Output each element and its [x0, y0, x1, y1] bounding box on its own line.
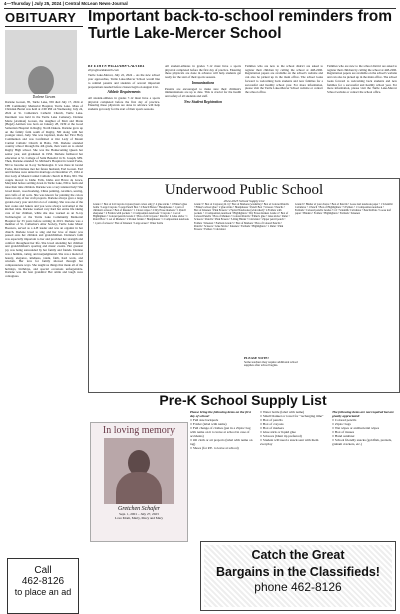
obituary-column: [5, 10, 83, 610]
prek-item: □ Full change of clothes (put in a Ziploc bag with name on it to leave at school in case of accidents): [190, 426, 251, 438]
article-byline-email: ethyn@nordaknorth.com: [88, 67, 119, 72]
memory-photo-body-shape: [116, 472, 162, 504]
article-intro: Turtle Lake-Mercer, July 22, 2024 – As the new school year approaches, Turtle Lake-Mercer School would like to remind parents and students of several important preparations needed before classes begin on August 21st.: [88, 73, 160, 89]
classifieds-ad: [200, 541, 396, 611]
supply-list-subtitle: 2024-2025 School Supply List: [223, 199, 265, 203]
supply-list-title: Underwood Public School: [164, 182, 324, 198]
prek-item: □ Box of markers: [260, 426, 284, 430]
prek-col3-intro: The following items are not required but are greatly appreciated:: [332, 410, 394, 418]
page-header: 4—Thursday | July 25, 2024 | Central McLean News-Journal: [4, 1, 128, 6]
closing-text: Families who are new to the school district are asked to register their children by calling the school at 448-2260. Registration papers are available on the school's website and can also be picked up in the main office. The school looks forward to welcoming back students and new families for a successful and healthy school year. For more information, please visit the Turtle Lake-Mercer School website or contact the school office.: [327, 65, 397, 94]
please-note-body: Some teachers may require additional school supplies after school begins.: [244, 359, 298, 368]
registration-subhead: New Student Registration: [184, 99, 222, 104]
memory-heading: In loving memory: [102, 425, 176, 436]
supply-col-grades-1-2: Grade 1 • Box of 24 Crayola crayons (basic colors only) • 4 glue sticks • 1 Elmer's glue bottle • Large Crayons • Large Pencil Box • 2 Pencil Boxes • Headphones • 1 pair of children's scissors • Box of Kleenex • 1 Clorox wipes • 2 Dry Erase markers • 1 Pencil sharpener • 2 Folders with pockets • 1 Composition notebook • Crayons • 1 set of Highlighters • Colored pencils Grade 2 • Box of 24 Crayons • Pencils • 4 Glue sticks • 1 Pencil Box • 1 set of Markers • 2 Pocket folders • Headphones • 1 Composition notebook • 1 pair of scissors • Box of Kleenex • Large eraser • Water bottle: [93, 203, 189, 225]
article-column-1: [88, 65, 160, 175]
article-column-4: [327, 65, 397, 175]
prek-item: □ Ziploc bags: [332, 422, 351, 426]
obituary-section-title: OBITUARY: [5, 10, 83, 27]
classifieds-line-1: Catch the Great: [251, 548, 345, 562]
ad-call-label: Call: [34, 565, 52, 576]
memory-name: Gretchen Schafer: [118, 506, 160, 512]
supply-col-grades-3-5: Grade 3 • Box of Crayons (24 ct) • Box of Markers (washable) • Box of Colored Pencils • Elmer's school glue • 2 glue sticks • Headphones • Pencil Box • Scissors • Pencils • Box of Kleenex • Pink Erasers • 2 Spiral Notebooks (wide ruled) • 4 Folders with pockets • 1 Composition notebook • Highlighters • Dry Erase markers Grade 4 • Box of Colored Pencils • Box of Markers • Colored Pencils • Elmer's glue • Glue sticks • Ruler • Scissors • Pencils • Pink Erasers • 3-Ring Binder • Calculator • Zipper pencil pouch • Folders • Kleenex • Earbuds Grade 5 • Box of Markers • Box of Colored Pencils • Pencils • Scissors • Glue Sticks • Kleenex • Earbuds • Highlighters • 1 Ruler • Pink Erasers • Folders • Calculator: [194, 203, 290, 231]
obituary-body: Darlene Gowen, 85, Turtle Lake, ND died July 17, 2024 at CHI Community Memorial Hospital, Turtle Lake. Mass of Christian Burial was held at 2:00 PM on Wednesday, July 24, 2024 at St. Catherine's Catholic Church, Turtle Lake. Interment was held in the Turtle Lake Cemetery. Darlene Marie (Axtman) Gowen, the daughter of Matt and Marie (Hegel) Axtman was born on January 28, 1939 at the Good Samaritan Hospital in Rugby, North Dakota. Darlene grew up on the family farm south of Rugby, ND along with her younger sister, Judy. She was baptized, made her First Holy Communion and was Confirmed at Our Lady of Mount Carmel Catholic Church in Balta, ND. Darlene attended country school through the 4th grade, then went on to attend Rugby High school. She was the Homecoming Queen her senior year, and graduated in 1956. Darlene furthered her education at St. College of Saint Benedict in St. Joseph, MN. Then, Darlene attended St. Michael's Hospital in Grand Forks, ND to become an X-ray Technologist. It was there in Grand Forks, that Darlene met her future husband, Earl Gowen. Earl and Darlene were united in marriage on December 27, 1961 at Our Lady of Mount Carmel Catholic church in Balta, ND. The couple moved to Idaho Falls, Idaho and Havre de Grace, Maryland before settling down in Turtle Lake, ND to farm and raise their nine children. Darlene was a very talented lady! She loved music, woodworking, China painting, ceramics, sewing, and crafts of all sorts. She was known for painting the colors fiesta on any of her craft projects. Darlene always gave a large garden every year and did a lot of canning. She was one of the best cooks and bakers and you were always welcomed at the kitchen table. Darlene worked very hard her entire life taking care of her children, while she also worked as an X-ray Technologist at the Turtle Lake Community Memorial Hospital for 33 years before retiring in 2013. Darlene was a member of St. Catherine's Altar Society, Turtle Lake Music Boosters, served as a 4-H leader and was an organist in her church. Darlene loved to sing and her love of music was passed onto her children and grandchildren. Darlene's faith was especially important to her and provided her strength and comfort throughout her life. She loved attending her children and grandchildren's sporting and music events. Her greatest joy was being surrounded by her family and friends. Darlene was a humble, caring, and nonjudgmental. She was a model of beauty, elegance, kindness, talent, faith, hard work, and wisdom. Her love for family showed through her compassionate ways. She taught us things that made all of the holidays, birthdays, and special occasions unforgettable. Darlene was the best grandma! Her smile and laugh were contagious.: [5, 101, 83, 279]
prek-item: □ Student will need a snack sent with them everyday: [260, 438, 319, 446]
prek-item: □ Box of crayons: [260, 422, 284, 426]
prek-item: □ Small blanket or towel for "recharging time": [260, 414, 324, 418]
prek-item: □ Hand sanitizer: [332, 434, 355, 438]
prek-item: □ Shoes (for P.E. to leave at school): [190, 446, 239, 450]
ad-place-label: to place an ad: [14, 587, 72, 597]
memory-message: Love Mom, Marty, Macy and Mary: [114, 516, 164, 520]
prek-item: □ Box of tissues: [332, 430, 355, 434]
article-column-3: [245, 65, 323, 175]
immunizations-text: Parents are encouraged to make sure their children's immunizations are up to date. This is crucial for the health and safety of all students and staff.: [165, 86, 241, 98]
ad-phone-number: 462-8126: [21, 576, 65, 587]
prek-item: □ School friendly snacks (goldfish, pretzels, graham crackers, etc.): [332, 438, 392, 446]
prek-item: □ Colored pencils: [332, 418, 357, 422]
prek-item: □ Scissors (blunt tip preferred): [260, 434, 302, 438]
athletic-subhead: Athletic Requirements: [107, 90, 141, 95]
prek-col-3: [332, 410, 396, 446]
prek-item: □ Wet wipes or antibacterial wipes: [332, 426, 380, 430]
please-note-title: PLEASE NOTE!: [244, 356, 269, 360]
article-column-2: [165, 65, 241, 175]
prek-item: □ Folder (label with name): [190, 422, 227, 426]
supply-col-grades-6-12: Grade 6 • Binder of your choice • Box of Pencils • Loose leaf notebook paper • 1 Scientific Calculator • 1 Pencil • Box of Highlighters • 5 Folders • 1 Composition notebook • Earbuds • Colored pencils Grades 7-12 • Scientific Calculator • Pencils/Pens • Loose leaf paper • Binders • Folders • Highlighters • Earbuds • Kleenex: [295, 203, 393, 216]
physicals-continued: All student-athletes in grades 7-12 must have a sports physical completed before the first day of practice. Ensuring these physicals are done in advance will help students get ready for the start of their sports seasons.: [165, 65, 241, 80]
in-loving-memory-ad: [90, 422, 188, 542]
registration-text: Families who are new to the school district are asked to register their children by calling the school at 448-2260. Registration papers are available on the school's website and can also be picked up in the main office. The school looks forward to welcoming back students and new families for a successful and healthy school year. For more information, please visit the Turtle Lake-Mercer School website or contact the school office.: [245, 65, 323, 94]
classifieds-ad-background: [204, 545, 392, 607]
portrait-head-shape: [28, 66, 54, 94]
prek-item: □ Water bottle (label with name): [260, 410, 305, 414]
memory-photo: [104, 438, 174, 504]
classifieds-line-2: Bargains in the Classifieds!: [216, 565, 380, 579]
article-headline: Important back-to-school reminders from Turtle Lake-Mercer School: [88, 8, 393, 42]
prek-col-2: [260, 410, 328, 446]
prek-col-1: [190, 410, 256, 450]
memory-dates: Sept. 1, 2001 – July 27, 2023: [119, 512, 159, 516]
article-byline: BY ETHYN WILLIAMS-CALVERT: [88, 65, 145, 68]
prek-item: □ Full size backpack: [190, 418, 219, 422]
athletic-text: All student-athletes in grades 7-12 must have a sports physical completed before the first day of practice. Ensuring these physicals are done in advance will help students get ready for the start of their sports seasons.: [88, 95, 160, 112]
call-to-advertise-box: [7, 558, 79, 614]
prek-item: □ Oil cloth or art projects (label with name on tag): [190, 438, 253, 446]
prek-supply-section: [88, 392, 398, 408]
immunizations-subhead: Immunizations: [191, 80, 215, 85]
prek-item: □ Box of pencils: [260, 418, 283, 422]
please-note-box: [244, 357, 306, 368]
prek-title: Pre-K School Supply List: [159, 392, 327, 408]
prek-item: □ Glue stick or liquid glue: [260, 430, 296, 434]
prek-col1-intro: Please bring the following items on the first day of school:: [190, 410, 251, 418]
obituary-portrait: [5, 30, 77, 94]
classifieds-phone: phone 462-8126: [254, 580, 342, 594]
obituary-photo-caption: Darlene Gowen: [32, 95, 56, 99]
